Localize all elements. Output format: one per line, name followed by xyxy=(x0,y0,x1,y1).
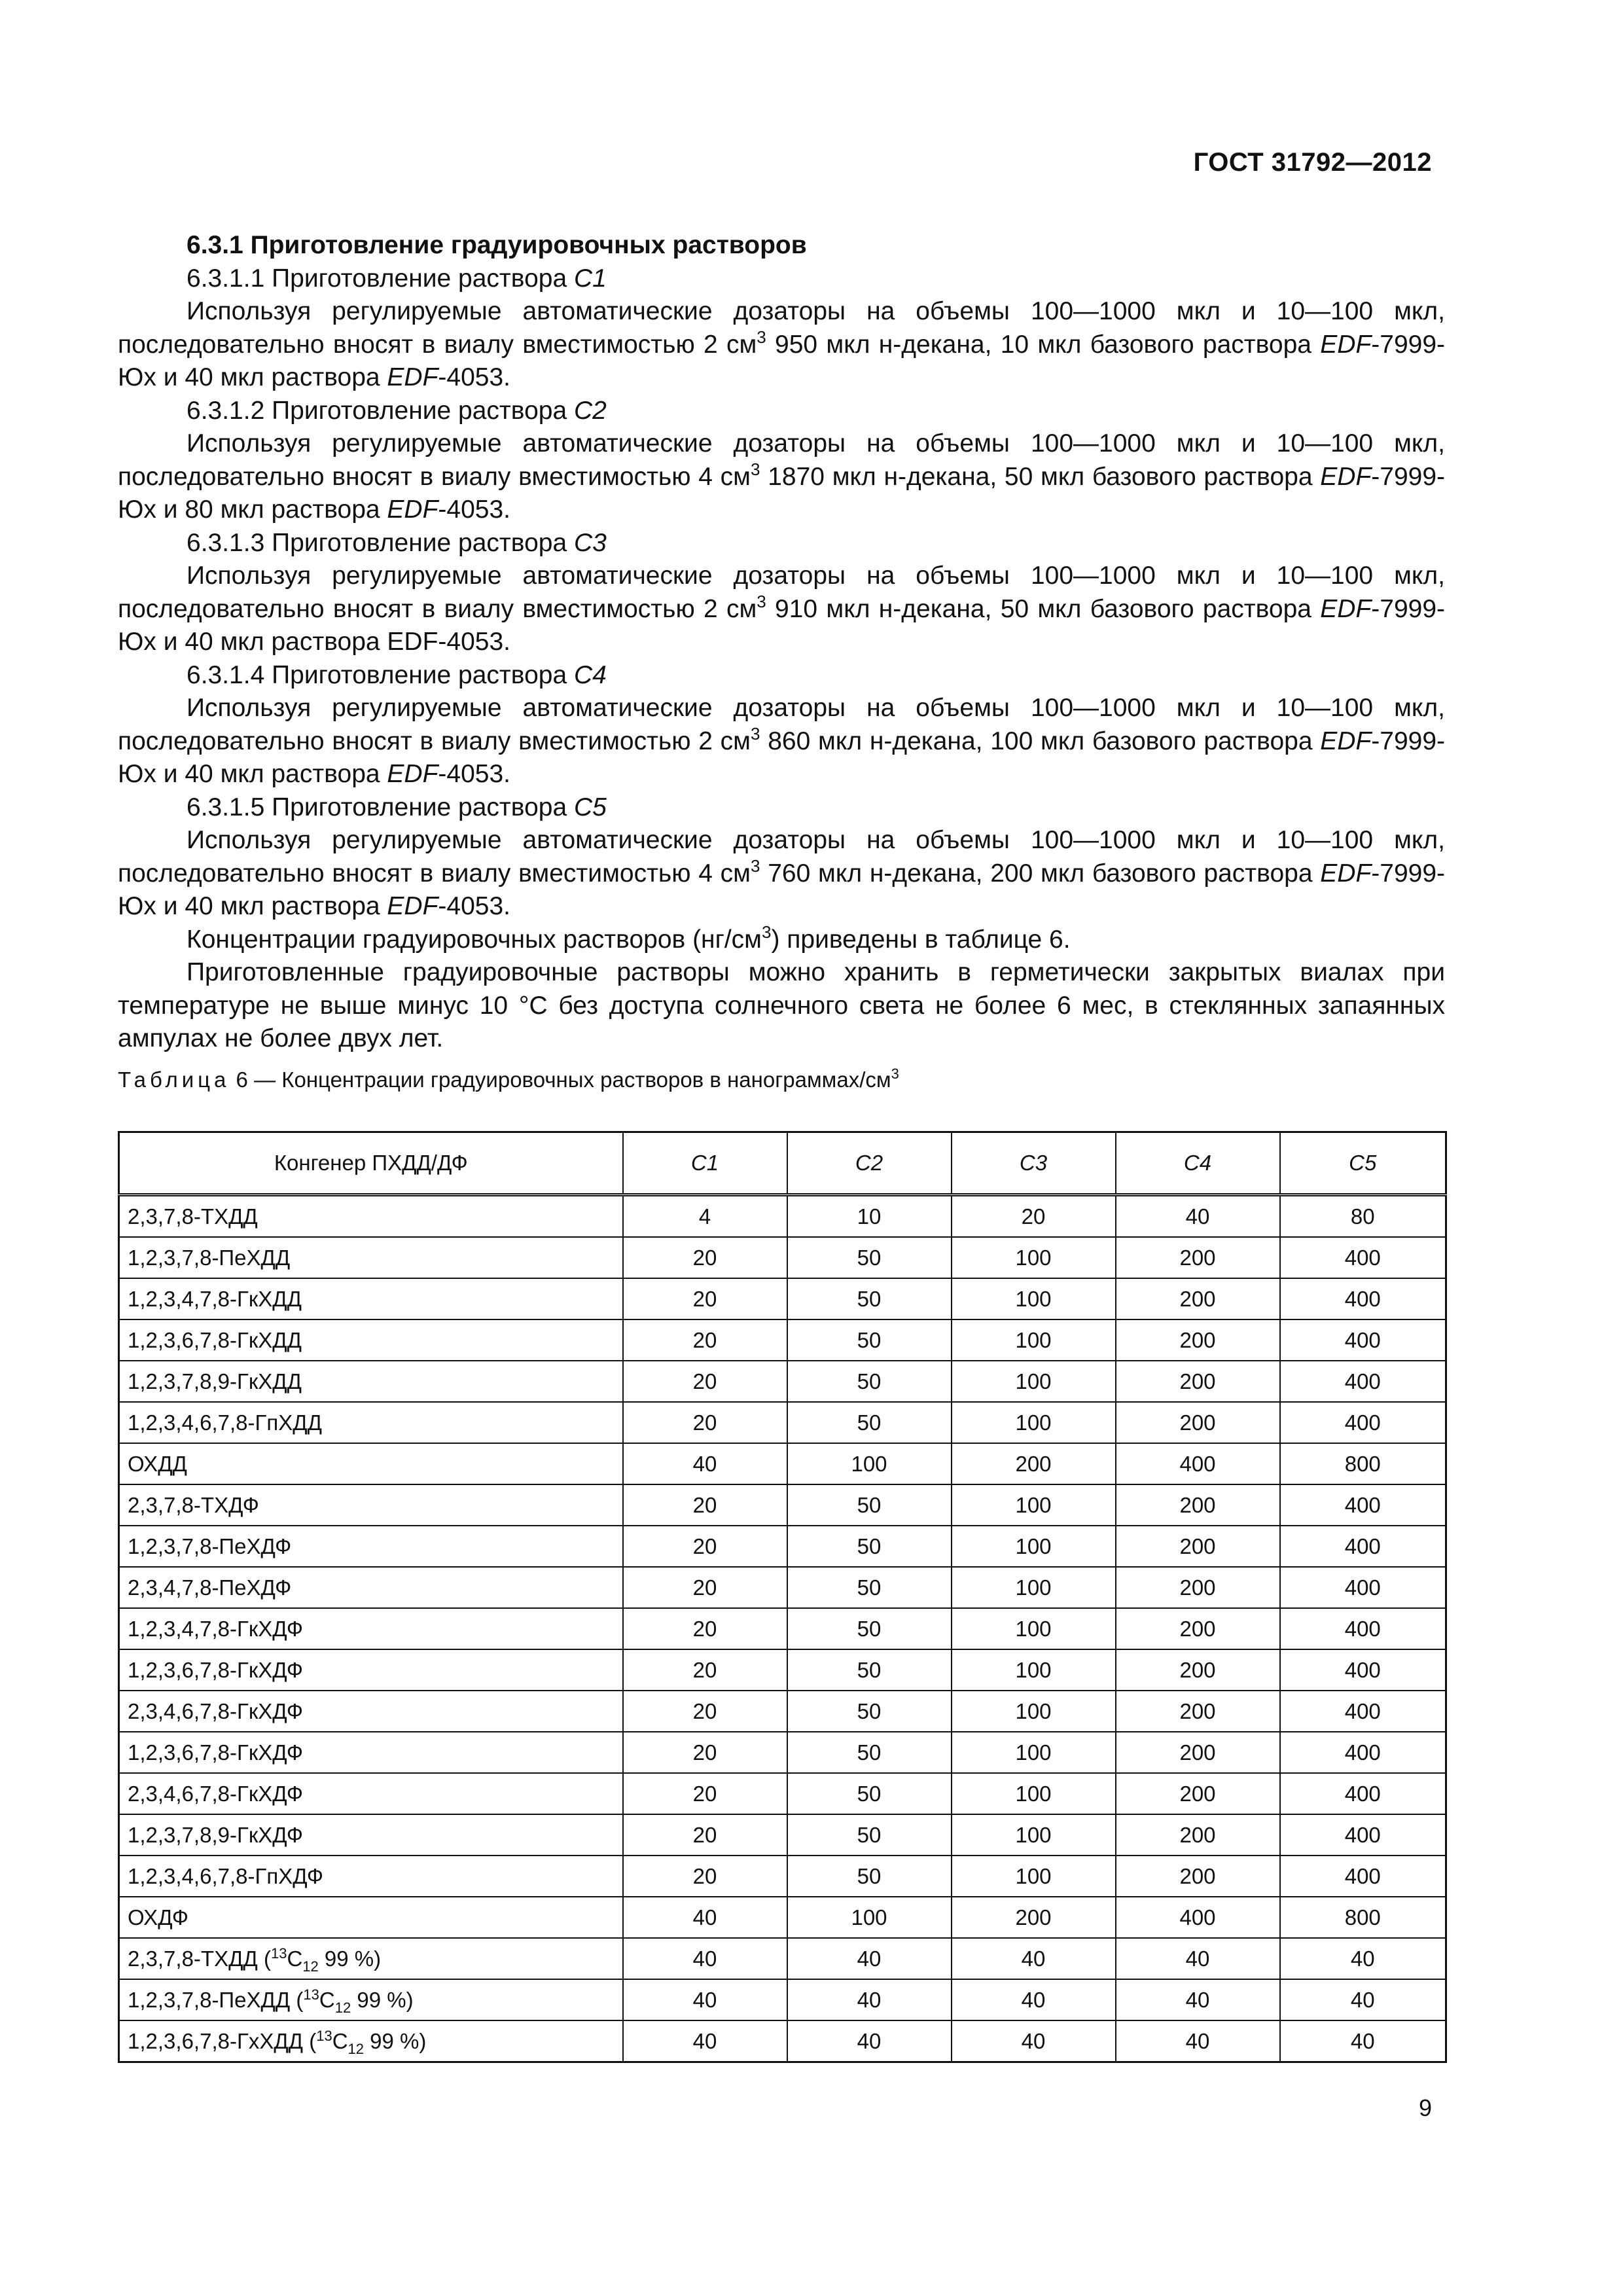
concentration-cell: 50 xyxy=(787,1237,952,1278)
concentration-cell: 40 xyxy=(623,1443,787,1484)
concentration-cell: 4 xyxy=(623,1195,787,1238)
subsection-paragraph: Используя регулируемые автоматические дозаторы на объемы 100—1000 мкл и 10—100 мкл, последовательно вносят в виалу вместимостью 4 $см^3$ 760 мкл н-декана, 200 мкл базового раствора EDF-7999-Юх и 40 мкл раствора EDF-4053. xyxy=(118,826,1445,920)
congener-name: 1,2,3,6,7,8-ГкХДФ xyxy=(119,1732,623,1773)
congener-name: ОХДД xyxy=(119,1443,623,1484)
concentration-cell: 50 xyxy=(787,1814,952,1856)
table-row xyxy=(119,1319,1446,1361)
table-row xyxy=(119,1402,1446,1443)
concentration-cell: 100 xyxy=(952,1237,1116,1278)
concentration-cell: 400 xyxy=(1280,1856,1446,1897)
table-row xyxy=(119,1443,1446,1484)
subsection-title: 6.3.1.4 Приготовление раствора C4 xyxy=(187,660,607,689)
concentration-cell: 100 xyxy=(787,1897,952,1938)
concentration-cell: 100 xyxy=(952,1608,1116,1649)
concentration-cell: 50 xyxy=(787,1361,952,1402)
concentration-cell: 40 xyxy=(952,1938,1116,1979)
concentration-cell: 100 xyxy=(952,1567,1116,1608)
concentration-cell: 40 xyxy=(952,2020,1116,2062)
concentration-cell: 40 xyxy=(623,2020,787,2062)
concentration-cell: 200 xyxy=(952,1443,1116,1484)
dispenser-text: Используя регулируемые автоматические дозаторы на объемы 100—1000 мкл и 10—100 мкл, последовательно вносят в виалу вместимостью xyxy=(118,429,1445,491)
concentration-cell: 20 xyxy=(623,1361,787,1402)
congener-name: 1,2,3,6,7,8-ГхХДД ($^{13}C_{12}$ 99 %) xyxy=(119,2020,623,2062)
concentration-cell: 100 xyxy=(952,1732,1116,1773)
concentration-cell: 400 xyxy=(1280,1319,1446,1361)
concentration-cell: 400 xyxy=(1280,1649,1446,1691)
table-row xyxy=(119,1195,1446,1238)
concentration-cell: 80 xyxy=(1280,1195,1446,1238)
concentration-cell: 200 xyxy=(1116,1773,1280,1814)
column-header: C3 xyxy=(952,1132,1116,1195)
concentration-cell: 40 xyxy=(1116,2020,1280,2062)
congener-name: 1,2,3,7,8-ПеХДФ xyxy=(119,1526,623,1567)
standard-code: ГОСТ 31792—2012 xyxy=(1193,148,1432,177)
concentration-cell: 50 xyxy=(787,1567,952,1608)
concentration-cell: 100 xyxy=(952,1402,1116,1443)
concentration-cell: 50 xyxy=(787,1856,952,1897)
congener-name: 1,2,3,4,6,7,8-ГпХДД xyxy=(119,1402,623,1443)
table-row xyxy=(119,1856,1446,1897)
concentration-cell: 100 xyxy=(952,1361,1116,1402)
congener-name: 1,2,3,6,7,8-ГкХДФ xyxy=(119,1649,623,1691)
concentration-cell: 400 xyxy=(1280,1278,1446,1319)
section-heading: 6.3.1 Приготовление градуировочных растворов xyxy=(187,231,807,259)
congener-name: 2,3,7,8-ТХДФ xyxy=(119,1484,623,1526)
table-row xyxy=(119,1361,1446,1402)
concentration-cell: 40 xyxy=(1116,1195,1280,1238)
concentration-cell: 20 xyxy=(623,1691,787,1732)
concentration-cell: 200 xyxy=(1116,1567,1280,1608)
table-row xyxy=(119,1608,1446,1649)
concentration-cell: 200 xyxy=(1116,1649,1280,1691)
subsection-paragraph: Используя регулируемые автоматические дозаторы на объемы 100—1000 мкл и 10—100 мкл, последовательно вносят в виалу вместимостью 4 $см^3$ 1870 мкл н-декана, 50 мкл базового раствора EDF-7999-Юх и 80 мкл раствора EDF-4053. xyxy=(118,429,1445,524)
concentration-cell: 200 xyxy=(1116,1484,1280,1526)
concentration-cell: 100 xyxy=(952,1484,1116,1526)
congener-name: 1,2,3,4,6,7,8-ГпХДФ xyxy=(119,1856,623,1897)
congener-name: 1,2,3,6,7,8-ГкХДД xyxy=(119,1319,623,1361)
concentration-cell: 50 xyxy=(787,1691,952,1732)
table-row xyxy=(119,1567,1446,1608)
concentration-cell: 400 xyxy=(1280,1526,1446,1567)
concentration-cell: 800 xyxy=(1280,1443,1446,1484)
concentration-cell: 40 xyxy=(1116,1979,1280,2020)
subsection-paragraph: Используя регулируемые автоматические дозаторы на объемы 100—1000 мкл и 10—100 мкл, последовательно вносят в виалу вместимостью 2 $см^3$ 860 мкл н-декана, 100 мкл базового раствора EDF-7999-Юх и 40 мкл раствора EDF-4053. xyxy=(118,694,1445,788)
concentration-cell: 40 xyxy=(787,1938,952,1979)
concentration-cell: 100 xyxy=(952,1319,1116,1361)
concentration-cell: 400 xyxy=(1280,1608,1446,1649)
table-body xyxy=(119,1195,1446,2062)
concentration-cell: 20 xyxy=(623,1649,787,1691)
table-row xyxy=(119,1732,1446,1773)
concentration-cell: 40 xyxy=(623,1979,787,2020)
concentration-cell: 200 xyxy=(1116,1856,1280,1897)
congener-name: 2,3,4,6,7,8-ГкХДФ xyxy=(119,1773,623,1814)
congener-name: 1,2,3,7,8-ПеХДД ($^{13}C_{12}$ 99 %) xyxy=(119,1979,623,2020)
concentration-cell: 400 xyxy=(1280,1691,1446,1732)
table-row xyxy=(119,1526,1446,1567)
concentration-cell: 20 xyxy=(623,1237,787,1278)
concentration-cell: 800 xyxy=(1280,1897,1446,1938)
concentration-cell: 50 xyxy=(787,1526,952,1567)
concentration-cell: 50 xyxy=(787,1649,952,1691)
concentration-cell: 50 xyxy=(787,1402,952,1443)
concentration-cell: 20 xyxy=(623,1732,787,1773)
concentration-cell: 40 xyxy=(1116,1938,1280,1979)
concentration-cell: 40 xyxy=(623,1938,787,1979)
concentration-cell: 100 xyxy=(952,1856,1116,1897)
congener-name: 1,2,3,4,7,8-ГкХДФ xyxy=(119,1608,623,1649)
concentration-cell: 20 xyxy=(623,1278,787,1319)
concentration-cell: 400 xyxy=(1280,1732,1446,1773)
dispenser-text: Используя регулируемые автоматические дозаторы на объемы 100—1000 мкл и 10—100 мкл, последовательно вносят в виалу вместимостью xyxy=(118,694,1445,755)
table-header-row xyxy=(119,1132,1446,1195)
concentration-cell: 40 xyxy=(623,1897,787,1938)
concentration-cell: 20 xyxy=(952,1195,1116,1238)
column-header: C4 xyxy=(1116,1132,1280,1195)
concentration-cell: 200 xyxy=(1116,1402,1280,1443)
storage-paragraph: Приготовленные градуировочные растворы можно хранить в герметически закрытых виалах при температуре не выше минус 10 °С без доступа солнечного света не более 6 мес, в стеклянных запаянных ампулах не более двух лет. xyxy=(118,958,1445,1052)
column-header: C5 xyxy=(1280,1132,1446,1195)
subsection-paragraph: Используя регулируемые автоматические дозаторы на объемы 100—1000 мкл и 10—100 мкл, последовательно вносят в виалу вместимостью 2 $см^3$ 950 мкл н-декана, 10 мкл базового раствора EDF-7999-Юх и 40 мкл раствора EDF-4053. xyxy=(118,297,1445,391)
concentration-cell: 400 xyxy=(1280,1484,1446,1526)
concentration-cell: 40 xyxy=(1280,1979,1446,2020)
concentration-cell: 50 xyxy=(787,1732,952,1773)
congener-name: 1,2,3,7,8,9-ГкХДД xyxy=(119,1361,623,1402)
concentration-cell: 40 xyxy=(1280,1938,1446,1979)
concentration-cell: 400 xyxy=(1280,1814,1446,1856)
concentration-cell: 400 xyxy=(1280,1237,1446,1278)
concentration-cell: 40 xyxy=(787,1979,952,2020)
table-row xyxy=(119,1938,1446,1979)
concentration-cell: 20 xyxy=(623,1319,787,1361)
table-row xyxy=(119,1897,1446,1938)
congener-name: 2,3,4,6,7,8-ГкХДФ xyxy=(119,1691,623,1732)
subsection-paragraph: Используя регулируемые автоматические дозаторы на объемы 100—1000 мкл и 10—100 мкл, последовательно вносят в виалу вместимостью 2 $см^3$ 910 мкл н-декана, 50 мкл базового раствора EDF-7999-Юх и 40 мкл раствора EDF-4053. xyxy=(118,562,1445,656)
concentrations-paragraph: Концентрации градуировочных растворов $(нг/см^3)$ приведены в таблице 6. xyxy=(187,922,1071,954)
concentration-cell: 100 xyxy=(952,1526,1116,1567)
concentration-cell: 400 xyxy=(1116,1897,1280,1938)
concentration-cell: 200 xyxy=(952,1897,1116,1938)
concentration-cell: 40 xyxy=(1280,2020,1446,2062)
concentration-cell: 100 xyxy=(787,1443,952,1484)
congener-name: 2,3,7,8-ТХДД ($^{13}C_{12}$ 99 %) xyxy=(119,1938,623,1979)
concentration-cell: 400 xyxy=(1280,1402,1446,1443)
page-number: 9 xyxy=(1418,2094,1432,2121)
concentration-cell: 400 xyxy=(1280,1567,1446,1608)
table-row xyxy=(119,1237,1446,1278)
table-row xyxy=(119,1773,1446,1814)
concentration-cell: 200 xyxy=(1116,1237,1280,1278)
concentration-cell: 200 xyxy=(1116,1814,1280,1856)
table-row xyxy=(119,2020,1446,2062)
table-row xyxy=(119,1278,1446,1319)
concentration-cell: 50 xyxy=(787,1278,952,1319)
concentration-cell: 200 xyxy=(1116,1319,1280,1361)
subsection-title: 6.3.1.2 Приготовление раствора C2 xyxy=(187,396,607,425)
concentration-cell: 20 xyxy=(623,1484,787,1526)
congener-name: 2,3,4,7,8-ПеХДФ xyxy=(119,1567,623,1608)
concentration-cell: 20 xyxy=(623,1814,787,1856)
concentration-cell: 20 xyxy=(623,1773,787,1814)
concentration-cell: 100 xyxy=(952,1773,1116,1814)
congener-name: 1,2,3,4,7,8-ГкХДД xyxy=(119,1278,623,1319)
concentration-cell: 200 xyxy=(1116,1608,1280,1649)
column-header: C1 xyxy=(623,1132,787,1195)
concentration-cell: 200 xyxy=(1116,1278,1280,1319)
concentration-cell: 50 xyxy=(787,1484,952,1526)
concentration-cell: 200 xyxy=(1116,1361,1280,1402)
table-row xyxy=(119,1979,1446,2020)
concentration-cell: 50 xyxy=(787,1608,952,1649)
concentration-cell: 10 xyxy=(787,1195,952,1238)
concentration-cell: 200 xyxy=(1116,1691,1280,1732)
table-caption: Таблица 6 — Концентрации градуировочных растворов в нанограммах/$см^3$ xyxy=(118,1066,899,1092)
dispenser-text: Используя регулируемые автоматические дозаторы на объемы 100—1000 мкл и 10—100 мкл, последовательно вносят в виалу вместимостью xyxy=(118,826,1445,888)
concentration-cell: 400 xyxy=(1280,1361,1446,1402)
concentrations-table xyxy=(118,1131,1447,2063)
concentration-cell: 100 xyxy=(952,1278,1116,1319)
subsection-title: 6.3.1.3 Приготовление раствора C3 xyxy=(187,528,607,557)
congener-name: 1,2,3,7,8,9-ГкХДФ xyxy=(119,1814,623,1856)
concentration-cell: 40 xyxy=(952,1979,1116,2020)
concentration-cell: 50 xyxy=(787,1773,952,1814)
concentration-cell: 400 xyxy=(1280,1773,1446,1814)
concentration-cell: 200 xyxy=(1116,1526,1280,1567)
concentration-cell: 200 xyxy=(1116,1732,1280,1773)
table-row xyxy=(119,1691,1446,1732)
concentration-cell: 50 xyxy=(787,1319,952,1361)
dispenser-text: Используя регулируемые автоматические дозаторы на объемы 100—1000 мкл и 10—100 мкл, последовательно вносят в виалу вместимостью xyxy=(118,562,1445,623)
concentration-cell: 20 xyxy=(623,1567,787,1608)
concentration-cell: 100 xyxy=(952,1691,1116,1732)
subsection-title: 6.3.1.1 Приготовление раствора C1 xyxy=(187,264,607,293)
column-header: C2 xyxy=(787,1132,952,1195)
dispenser-text: Используя регулируемые автоматические дозаторы на объемы 100—1000 мкл и 10—100 мкл, последовательно вносят в виалу вместимостью xyxy=(118,297,1445,359)
table-row xyxy=(119,1649,1446,1691)
concentration-cell: 20 xyxy=(623,1526,787,1567)
table-row xyxy=(119,1484,1446,1526)
body-text xyxy=(118,229,1445,1056)
congener-name: ОХДФ xyxy=(119,1897,623,1938)
table-row xyxy=(119,1814,1446,1856)
concentration-cell: 400 xyxy=(1116,1443,1280,1484)
congener-name: 2,3,7,8-ТХДД xyxy=(119,1195,623,1238)
concentration-cell: 100 xyxy=(952,1649,1116,1691)
concentration-cell: 20 xyxy=(623,1608,787,1649)
column-header: Конгенер ПХДД/ДФ xyxy=(119,1132,623,1195)
concentration-cell: 100 xyxy=(952,1814,1116,1856)
subsection-title: 6.3.1.5 Приготовление раствора C5 xyxy=(187,793,607,821)
congener-name: 1,2,3,7,8-ПеХДД xyxy=(119,1237,623,1278)
concentration-cell: 40 xyxy=(787,2020,952,2062)
concentration-cell: 20 xyxy=(623,1402,787,1443)
concentration-cell: 20 xyxy=(623,1856,787,1897)
